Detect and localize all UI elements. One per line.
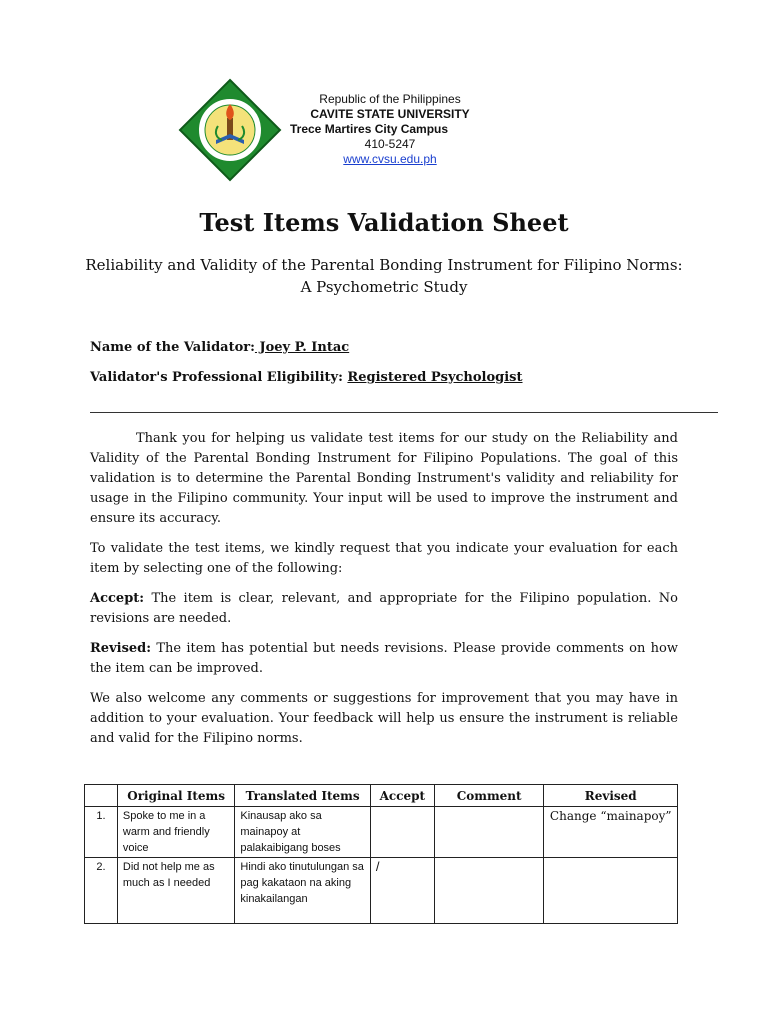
revised-label: Revised: <box>90 641 152 656</box>
validation-table <box>84 784 678 924</box>
translated-item-cell: Hindi ako tinutulungan sa pag kakataon na aking kinakailangan <box>235 858 370 924</box>
request-paragraph: To validate the test items, we kindly request that you indicate your evaluation for each item by selecting one of the following: <box>90 541 678 576</box>
header-number <box>85 785 118 807</box>
website-link[interactable]: www.cvsu.edu.ph <box>343 152 437 166</box>
header-accept: Accept <box>370 785 434 807</box>
phone-number: 410-5247 <box>364 137 416 151</box>
accept-text: The item is clear, relevant, and appropriate for the Filipino population. No revisions are needed. <box>90 591 678 626</box>
revised-text: The item has potential but needs revisions. Please provide comments on how the item can be improved. <box>90 641 678 676</box>
validator-eligibility-field <box>90 370 523 385</box>
row-number: 1. <box>85 807 118 858</box>
divider-line <box>90 412 718 413</box>
validator-name-label: Name of the Validator: <box>90 340 255 355</box>
accept-cell[interactable]: / <box>370 858 434 924</box>
university-name: CAVITE STATE UNIVERSITY <box>310 107 470 121</box>
translated-item-cell: Kinausap ako sa mainapoy at palakaibigang boses <box>235 807 370 858</box>
table-row <box>85 858 678 924</box>
revised-cell[interactable]: Change “mainapoy” <box>544 807 678 858</box>
campus-name: Trece Martires City Campus <box>290 122 449 136</box>
page-title: Test Items Validation Sheet <box>199 208 569 237</box>
university-seal-logo <box>178 78 282 182</box>
row-number: 2. <box>85 858 118 924</box>
header-comment: Comment <box>434 785 544 807</box>
eligibility-value: Registered Psychologist <box>347 370 523 385</box>
study-subtitle <box>80 254 688 298</box>
accept-cell[interactable] <box>370 807 434 858</box>
letterhead <box>0 0 768 200</box>
accept-paragraph <box>90 589 678 629</box>
original-item-cell: Did not help me as much as I needed <box>117 858 235 924</box>
republic-line: Republic of the Philippines <box>319 92 461 106</box>
subtitle-line-1: Reliability and Validity of the Parental Bonding Instrument for Filipino Norms: <box>85 256 683 274</box>
revised-paragraph <box>90 639 678 679</box>
validator-name-field <box>90 340 349 355</box>
header-translated-items: Translated Items <box>235 785 370 807</box>
original-item-cell: Spoke to me in a warm and friendly voice <box>117 807 235 858</box>
subtitle-line-2: A Psychometric Study <box>300 278 468 296</box>
revised-cell[interactable] <box>544 858 678 924</box>
header-original-items: Original Items <box>117 785 235 807</box>
intro-paragraph: Thank you for helping us validate test items for our study on the Reliability and Validity of the Parental Bonding Instrument for Filipino Populations. The goal of this validation is to determine the Parental Bonding Instrument's validity and reliability for usage in the Filipino community. Your input will be used to improve the instrument and ensure its accuracy. <box>90 431 678 526</box>
closing-paragraph: We also welcome any comments or suggestions for improvement that you may have in addition to your evaluation. Your feedback will help us ensure the instrument is reliable and valid for the Filipino norms. <box>90 691 678 746</box>
eligibility-label: Validator's Professional Eligibility: <box>90 370 343 385</box>
instructions-body <box>90 429 678 759</box>
accept-label: Accept: <box>90 591 145 606</box>
header-revised: Revised <box>544 785 678 807</box>
validator-name-value: Joey P. Intac <box>254 340 350 355</box>
comment-cell[interactable] <box>434 807 544 858</box>
table-row <box>85 807 678 858</box>
comment-cell[interactable] <box>434 858 544 924</box>
university-info <box>290 92 490 167</box>
table-header-row <box>85 785 678 807</box>
